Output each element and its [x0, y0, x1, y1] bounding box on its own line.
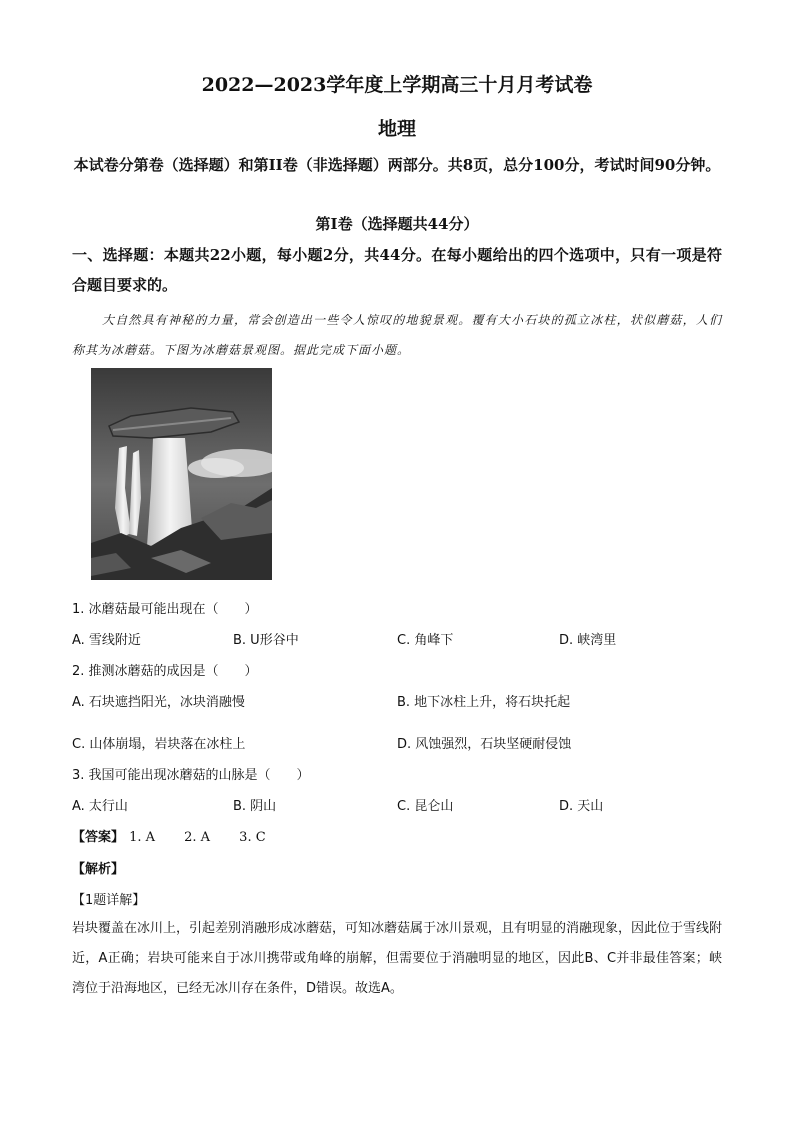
question-2-option-a: A. 石块遮挡阳光，冰块消融慢	[72, 695, 245, 710]
answer-label: 【答案】	[72, 830, 125, 845]
question-1-stem: 1. 冰蘑菇最可能出现在（ ）	[72, 602, 258, 617]
photo-cloud	[188, 458, 244, 478]
question-3-option-a: A. 太行山	[72, 799, 128, 814]
question-3-stem: 3. 我国可能出现冰蘑菇的山脉是（ ）	[72, 768, 310, 783]
question-1-option-d: D. 峡湾里	[559, 633, 617, 648]
question-2-option-d: D. 风蚀强烈，石块坚硬耐侵蚀	[397, 737, 572, 752]
question-1-option-a: A. 雪线附近	[72, 633, 141, 648]
question-3-option-c: C. 昆仑山	[397, 799, 454, 814]
analysis-label: 【解析】	[72, 862, 125, 877]
material-paragraph: 大自然具有神秘的力量，常会创造出一些令人惊叹的地貌景观。覆有大小石块的孤立冰柱，状似蘑菇，人们称其为冰蘑菇。下图为冰蘑菇景观图。据此完成下面小题。	[72, 313, 722, 357]
exam-title: 2022—2023学年度上学期高三十月月考试卷	[201, 74, 593, 96]
answer-item: 2. A	[184, 830, 211, 845]
analysis-q1-label: 【1题详解】	[72, 893, 146, 908]
answer-item: 3. C	[239, 830, 266, 845]
volume-heading: 第I卷（选择题共44分）	[315, 215, 479, 233]
exam-intro: 本试卷分第卷（选择题）和第II卷（非选择题）两部分。共8页，总分100分，考试时间90分钟。	[73, 156, 721, 174]
question-1-option-b: B. U形谷中	[233, 633, 299, 648]
answer-item: 1. A	[129, 830, 156, 845]
analysis-q1-text: 岩块覆盖在冰川上，引起差别消融形成冰蘑菇，可知冰蘑菇属于冰川景观，且有明显的消融现象，因此位于雪线附近，A正确；岩块可能来自于冰川携带或角峰的崩解，但需要位于消融明显的地区，因此B、C并非最佳答案；峡湾位于沿海地区，已经无冰川存在条件，D错误。故选A。	[72, 921, 723, 996]
question-3-option-b: B. 阴山	[233, 799, 277, 814]
question-2-stem: 2. 推测冰蘑菇的成因是（ ）	[72, 664, 258, 679]
question-3-option-d: D. 天山	[559, 799, 604, 814]
question-2-option-b: B. 地下冰柱上升，将石块托起	[397, 695, 571, 710]
question-1-option-c: C. 角峰下	[397, 633, 454, 648]
section-heading: 一、选择题：本题共22小题，每小题2分，共44分。在每小题给出的四个选项中，只有一项是符合题目要求的。	[72, 246, 722, 294]
ice-mushroom-photo	[91, 368, 272, 580]
question-2-option-c: C. 山体崩塌，岩块落在冰柱上	[72, 737, 246, 752]
answer-line	[72, 826, 266, 845]
subject-title: 地理	[377, 118, 416, 140]
